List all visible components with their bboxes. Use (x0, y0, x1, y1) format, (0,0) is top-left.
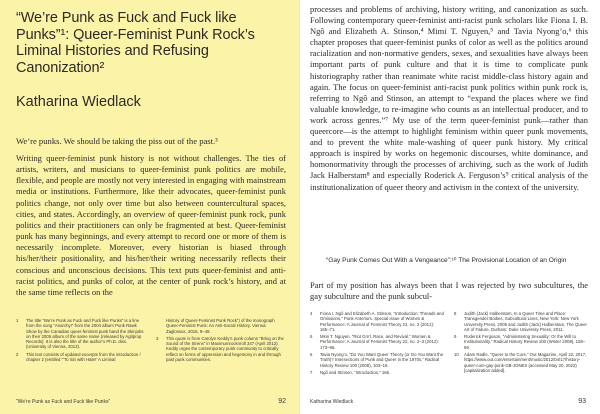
footnotes-column (16, 318, 146, 370)
footnote (310, 311, 444, 332)
footnote-number: 2 (16, 351, 19, 357)
footnote-number (156, 318, 161, 334)
right-page (300, 0, 600, 414)
footnote-number: 6 (310, 352, 313, 358)
section-heading: “Gay Punk Comes Out With a Vengeance”:¹⁰ The Provisional Location of an Origin (326, 257, 567, 264)
chapter-title: “We’re Punk as Fuck and Fuck like Punks”¹: Queer-Feminist Punk Rock’s Liminal Histories and Refusing Canonization² (16, 10, 255, 76)
footnote-text: Judith (Jack) Halberstam, In a Queer Time and Place: Transgender Bodies, Subcultural Lives, New York: New York University Press, 2005 and Judith (Jack) Halberstam, The Queer Art of Failure, Durham: Duke University Press, 2011. (464, 311, 587, 332)
footnote (156, 336, 286, 362)
footnote-number: 9 (454, 334, 457, 340)
footnote (454, 334, 588, 350)
chapter-author: Katharina Wiedlack (16, 94, 141, 110)
footnote-text: Adam Radle, “Queer to the Core,” Out Magazine, April 22, 2017, https://www.out.com/entertainment/music/2012/04/17/history-queer-core-gay-punk-GB-JONES (accessed May 20, 2022) [capitalization added]. (464, 352, 587, 373)
footnote-text: Tavia Nyong’o, “Do You Want Queer Theory (or Do You Want the Truth)? Intersections of Punk and Queer in the 1970s,” Radical History Review 100 (2008), 103–19. (320, 352, 444, 368)
footnote-number: 7 (310, 369, 313, 375)
footnote-text: History of Queer-Feminist Punk Rock”) of the monograph Queer-Feminist Punk: An Anti-Social History. Vienna: Zaglossus, 2015, 9–48. (166, 318, 275, 334)
footnotes-column (156, 318, 286, 370)
footnote (454, 311, 588, 332)
page-number: 92 (278, 398, 286, 405)
footnotes-column (310, 311, 444, 383)
footnote-number: 10 (454, 352, 459, 358)
page-number: 93 (578, 398, 586, 405)
footnote (16, 352, 146, 363)
footnote (310, 370, 444, 375)
body-text-left: Writing queer-feminist punk history is not without challenges. The ties of artists, writers, and musicians to queer-feminist punk politics are mobile, flexible, and people are mostly not very interested in engaging with mainstream media or institutions. Furthermore, like their advocates, queer-feminist punk politics change, not only over time but also between countercultural spaces, cities, and states. Accordingly, an overview of queer-feminist punk rock, punk politics and their practitioners can only be fragmented at best. Queer-feminist punk has many beginnings, and every attempt to record one or more of them is necessarily incomplete. Moreover, every historian is biased through his/her/their positionality, and his/her/their writing necessarily reflects their conscious and unconscious decisions. This text puts queer-feminist and anti-racist politics, and punks of color, at the center of punk rock’s history, and at the same time reflects on the (16, 153, 286, 297)
footnote-text: Mimi T. Nguyen, “Riot Grrrl, Race, and Revival,” Women & Performance: A Journal of Feminist Theory 22, no. 2–3 (2012): 173–96. (320, 334, 439, 350)
footnotes-left (16, 318, 286, 370)
footnote-text: This quote is from Carolyn Keddy’s punk column “Bring on the Sound of the Sirens” in Maximumrocknroll 347 (April 2012). Keddy urges the contemporary punk community to critically reflect on forms of oppression and hegemony in and through past punk communities. (166, 335, 284, 363)
footnotes-column (454, 311, 588, 383)
running-footer: Katharina Wiedlack (310, 399, 354, 405)
footnote-text: Ngô and Stinson, “Introduction,” 166. (320, 369, 391, 375)
footnote (310, 334, 444, 350)
footnote (156, 318, 286, 334)
footnote-text: Fiona I. Ngô and Elizabeth A. Stinson, “Introduction: Threads and Omissions,” Punk Anteriors. Special issue of Women & Performance: A Journal of Feminist Theory 22, no. 2 (2012): 165–71. (320, 311, 444, 332)
footnotes-right (310, 311, 588, 383)
footnote-number: 3 (156, 335, 159, 341)
footnote (454, 352, 588, 373)
running-footer: “We’re Punk as Fuck and Fuck like Punks” (16, 399, 111, 405)
footnote (16, 318, 146, 350)
epigraph: We’re punks. We should be taking the piss out of the past.³ (16, 136, 218, 146)
body-text-right-continued: Part of my position has always been that I was rejected by two subcultures, the gay subculture and the punk subcul- (310, 280, 588, 302)
footnote-number: 8 (454, 311, 457, 316)
body-text-right: processes and problems of archiving, history writing, and canonization as such. Following contemporary queer-feminist anti-racist punk scholars like Fiona I. B. Ngô and Elizabeth A. Stinson,⁴ Mimi T. Nguyen,⁵ and Tavia Nyong’o,⁶ this chapter proposes that queer-feminist punks of color as well as the politics around racialization and non-normative genders, sexes, and sexualities have always been important parts of punk culture and that it is time to complicate punk historiography rather than reanimate white racist middle-class history again and again. The focus on queer-feminist anti-racist punk politics within punk rock is, referring to Ngô and Stinson, an attempt to “expand the places where we find valuable knowledge, to re-imagine who counts as an intellectual producer, and to work across genres.”⁷ My use of the term queer-feminist punk—rather than queercore—is the attempt to highlight feminism within queer punk movements, and to prevent the white male-washing of queer punk history. My critical approach is inspired by works on hegemonic discourses, white dominance, and homonormativity through the processes of archiving, such as the work of Judith Jack Halberstam⁸ and especially Roderick A. Ferguson’s⁹ critical analysis of the institutionalization of queer theory and activism in the context of the university. (310, 4, 588, 192)
footnote-text: This text consists of updated excerpts from the introduction / chapter 2 (entitled “‘To Sin with Hate!’ A Liminal (26, 351, 141, 363)
footnote-number: 1 (16, 318, 19, 323)
footnote-text: Roderick Ferguson, “Administering Sexuality: Or the Will to Institutionality,” Radical History Review 100 (Winter 2008), 158–69. (464, 334, 586, 350)
footnote-text: The title “We’re Punk as Fuck and Fuck like Punks” is a line from the song “Anarchy!” from the 2004 album Punk Rawk Show by the Canadian queer-feminist punk band the Skinjobs on their 2005 album of the same name (released by Agitprop Records). It is also the title of the author’s Ph.D. diss. (University of Vienna, 2013). (26, 318, 144, 350)
footnote (310, 352, 444, 368)
footnote-number: 4 (310, 311, 313, 316)
footnote-number: 5 (310, 334, 313, 340)
